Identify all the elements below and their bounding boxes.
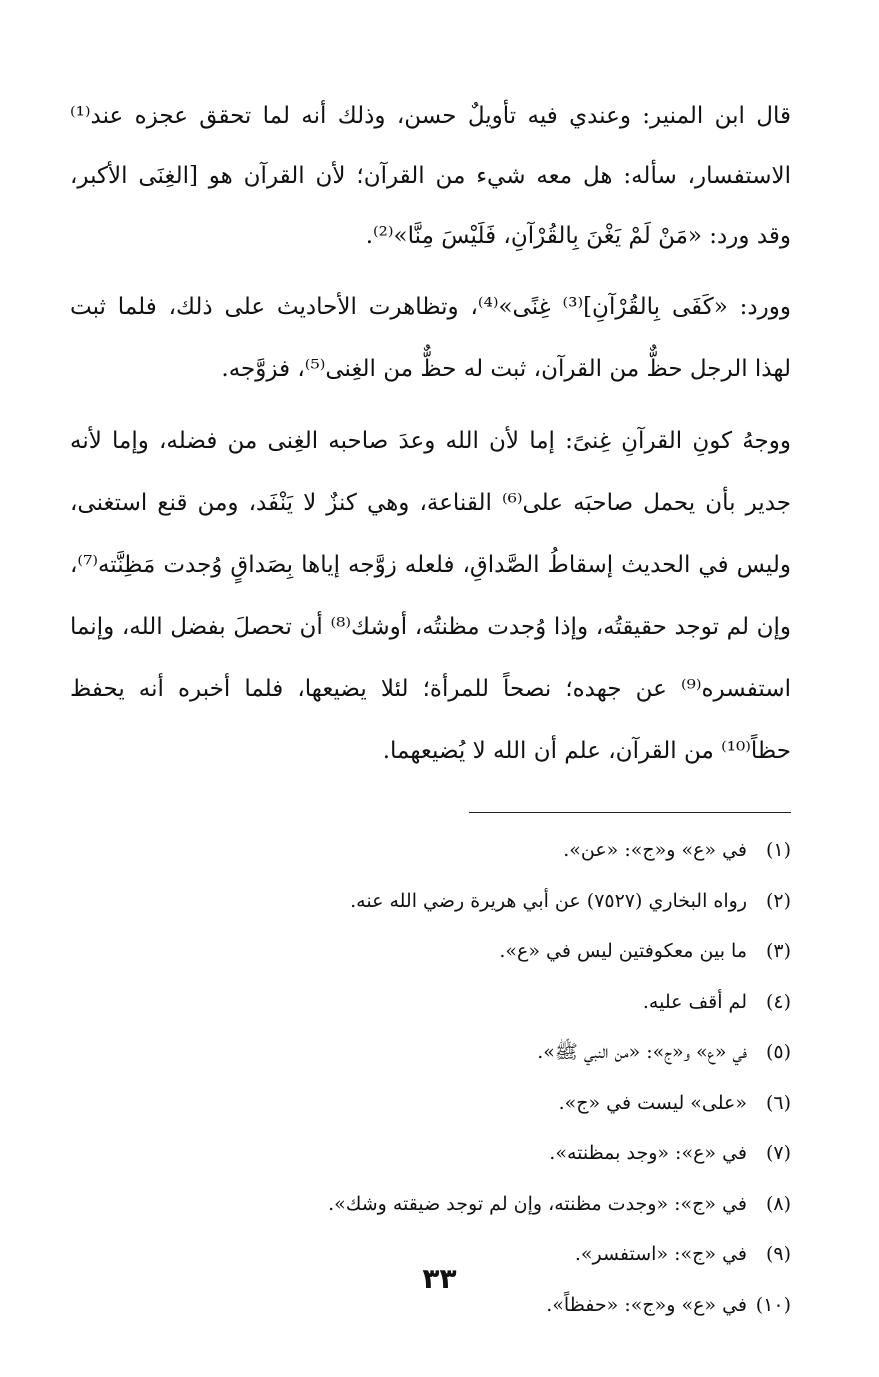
footnote-text: لم أقف عليه. xyxy=(642,990,747,1013)
footnote-text: في «ج»: «وجدت مظنته، وإن لم توجد ضيقته وشك». xyxy=(328,1192,747,1215)
footnote-item xyxy=(70,825,791,876)
footnote-number: (٢) xyxy=(765,889,791,912)
footnote-text: في «ع» و«ج»: «حفظاً». xyxy=(546,1293,747,1316)
footnote-item xyxy=(70,1027,791,1078)
footnote-separator xyxy=(469,812,791,813)
footnote-number: (٥) xyxy=(765,1041,791,1063)
paragraph-2: وورد: «كَفَى بِالقُرْآنِ]⁽³⁾ غِنًى»⁽⁴⁾، وتظاهرت الأحاديث على ذلك، فلما ثبت لهذا الرجل حظٌّ من القرآن، ثبت له حظٌّ من الغِنى⁽⁵⁾، فزوَّجه. xyxy=(70,294,791,382)
paragraph-3: ووجهُ كونِ القرآنِ غِنىً: إما لأن الله وعدَ صاحبه الغِنى من فضله، وإما لأنه جدير بأن يحمل صاحبَه على⁽⁶⁾ القناعة، وهي كنزٌ لا يَنْفَد، ومن قنع استغنى، وليس في الحديث إسقاطُ الصَّداقِ، فلعله زوَّجه إياها بِصَداقٍ وُجدت مَظِنَّته⁽⁷⁾، وإن لم توجد حقيقتُه، وإذا وُجدت مظنتُه، أوشك⁽⁸⁾ أن تحصلَ بفضل الله، وإنما استفسره⁽⁹⁾ عن جهده؛ نصحاً للمرأة؛ لئلا يضيعها، فلما أخبره أنه يحفظ حظاً⁽¹⁰⁾ من القرآن، علم أن الله لا يُضيعهما. xyxy=(70,428,792,764)
footnote-item xyxy=(70,1128,791,1179)
footnote-number: (٦) xyxy=(765,1091,791,1114)
footnote-item xyxy=(70,1078,791,1129)
footnote-number: (٨) xyxy=(765,1192,791,1215)
footnote-number: (٩) xyxy=(765,1243,791,1265)
footnote-item xyxy=(70,876,791,927)
paragraph-1: قال ابن المنير: وعندي فيه تأويلٌ حسن، وذلك أنه لما تحقق عجزه عند⁽¹⁾ الاستفسار، سأله: هل معه شيء من القرآن؛ لأن القرآن هو [الغِنَى الأكبر، وقد ورد: «مَنْ لَمْ يَغْنَ بِالقُرْآنِ، فَلَيْسَ مِنَّا»⁽²⁾. xyxy=(70,103,791,249)
footnote-item xyxy=(70,926,791,977)
footnote-text: في «ع»: «وجد بمظنته». xyxy=(549,1142,747,1164)
footnote-text: ما بين معكوفتين ليس في «ع». xyxy=(499,940,747,962)
footnote-number: (٤) xyxy=(765,990,791,1013)
footnote-text: في «ع» و«ج»: «عن». xyxy=(563,839,747,861)
footnote-number: (٣) xyxy=(765,940,791,962)
page-number: ٣٣ xyxy=(422,1262,457,1295)
footnote-text: «على» ليست في «ج». xyxy=(558,1091,747,1114)
footnote-text: في «ع» و«ج»: «من النبي ﷺ». xyxy=(537,1041,747,1063)
main-text xyxy=(70,86,791,782)
footnote-text: رواه البخاري (٧٥٢٧) عن أبي هريرة رضي الله عنه. xyxy=(350,889,747,912)
footnotes-list xyxy=(70,825,791,1330)
footnote-text: في «ج»: «استفسر». xyxy=(574,1243,747,1265)
footnote-number: (١) xyxy=(765,839,791,861)
footnote-number: (١٠) xyxy=(755,1293,791,1316)
footnote-item xyxy=(70,977,791,1028)
footnote-number: (٧) xyxy=(765,1142,791,1164)
footnote-item xyxy=(70,1179,791,1230)
